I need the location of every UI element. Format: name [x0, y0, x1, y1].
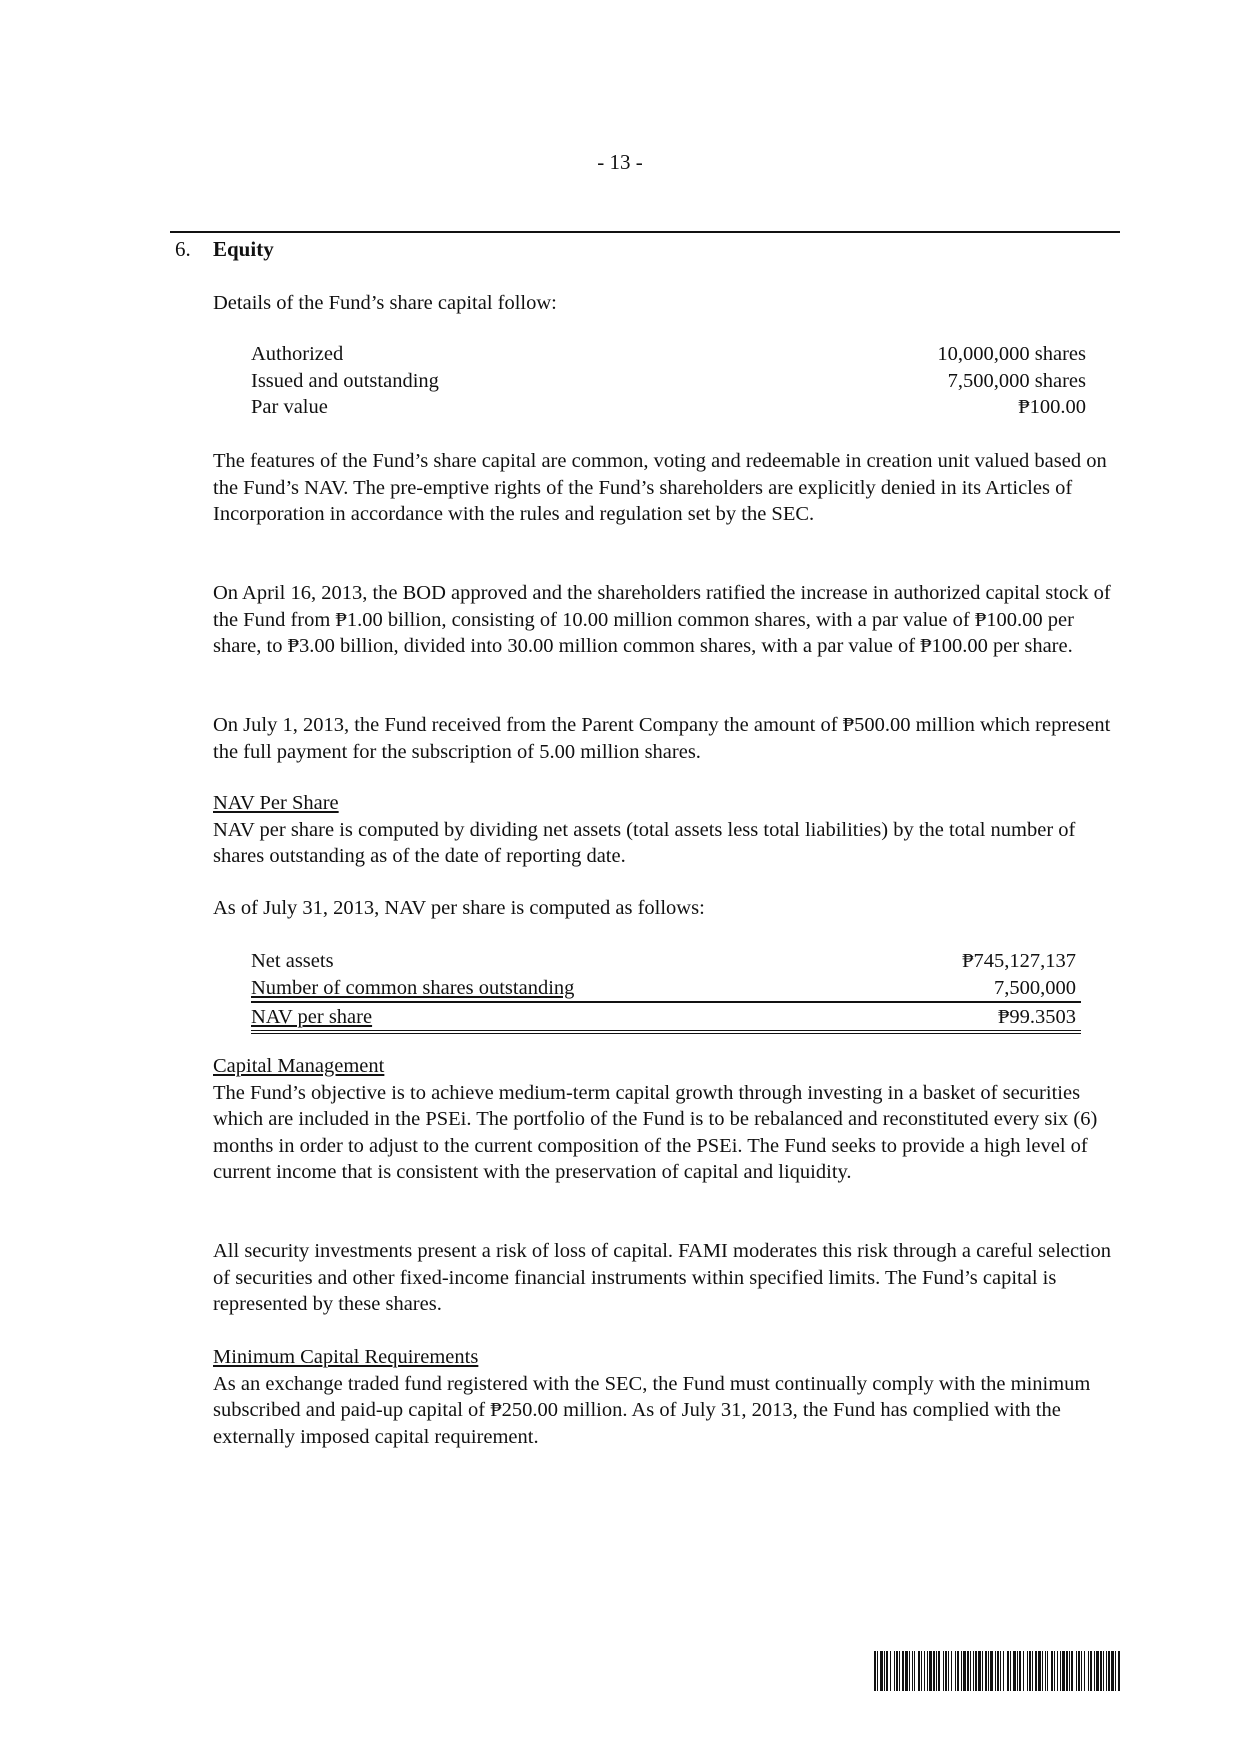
- nav-label: Number of common shares outstanding: [251, 974, 858, 1002]
- nav-label: Net assets: [251, 950, 334, 972]
- nav-section: [213, 790, 1123, 870]
- share-capital-row-par-value: [251, 396, 1086, 419]
- nav-heading: NAV Per Share: [213, 792, 339, 814]
- nav-intro: As of July 31, 2013, NAV per share is computed as follows:: [213, 897, 705, 919]
- capital-management-text: The Fund’s objective is to achieve medium-term capital growth through investing in a basket of securities which are included in the PSEi. The portfolio of the Fund is to be rebalanced and reconstituted every six (6) months in order to adjust to the current composition of the PSEi. The Fund seeks to provide a high level of current income that is consistent with the preservation of capital and liquidity.: [213, 1081, 1098, 1183]
- nav-row-shares-outstanding: [251, 974, 1081, 1002]
- share-capital-value: 10,000,000 shares: [937, 343, 1086, 365]
- minimum-capital-text: As an exchange traded fund registered with the SEC, the Fund must continually comply with the minimum subscribed and paid-up capital of ₱250.00 million. As of July 31, 2013, the Fund has complied with the externally imposed capital requirement.: [213, 1372, 1091, 1448]
- minimum-capital-section: [213, 1344, 1123, 1450]
- capital-risk-paragraph: All security investments present a risk of loss of capital. FAMI moderates this risk through a careful selection of securities and other fixed-income financial instruments within specified limits. The Fund’s capital is represented by these shares.: [213, 1240, 1111, 1315]
- minimum-capital-heading: Minimum Capital Requirements: [213, 1346, 479, 1368]
- section-heading: [175, 237, 274, 262]
- nav-value: ₱745,127,137: [962, 950, 1076, 972]
- barcode: [874, 1651, 1120, 1691]
- april-paragraph: On April 16, 2013, the BOD approved and the shareholders ratified the increase in authorized capital stock of the Fund from ₱1.00 billion, consisting of 10.00 million common shares, with a par value of ₱100.00 per share, to ₱3.00 billion, divided into 30.00 million common shares, with a par value of ₱100.00 per share.: [213, 582, 1111, 657]
- nav-value: 7,500,000: [858, 974, 1081, 1002]
- capital-management-section: [213, 1053, 1123, 1186]
- share-capital-label: Issued and outstanding: [251, 370, 439, 392]
- capital-management-heading: Capital Management: [213, 1055, 385, 1077]
- nav-value: ₱99.3503: [858, 1002, 1081, 1032]
- share-capital-row-issued: [251, 370, 1086, 393]
- header-rule: [170, 231, 1120, 233]
- nav-row-net-assets: [251, 947, 1081, 974]
- share-capital-value: 7,500,000 shares: [947, 370, 1086, 392]
- july-paragraph: On July 1, 2013, the Fund received from the Parent Company the amount of ₱500.00 million which represent the full payment for the subscription of 5.00 million shares.: [213, 714, 1111, 763]
- section-title: Equity: [213, 237, 274, 261]
- nav-row-nav-per-share: [251, 1002, 1081, 1032]
- share-capital-label: Authorized: [251, 343, 344, 365]
- share-capital-row-authorized: [251, 343, 1086, 366]
- features-paragraph: The features of the Fund’s share capital are common, voting and redeemable in creation unit valued based on the Fund’s NAV. The pre-emptive rights of the Fund’s shareholders are explicitly denied in its Articles of Incorporation in accordance with the rules and regulation set by the SEC.: [213, 450, 1107, 525]
- nav-label: NAV per share: [251, 1002, 858, 1032]
- share-capital-label: Par value: [251, 396, 328, 418]
- page-number: - 13 -: [597, 150, 643, 174]
- nav-table: [251, 947, 1081, 1034]
- section-number: 6.: [175, 237, 191, 261]
- share-capital-value: ₱100.00: [1018, 396, 1086, 418]
- share-capital-intro: Details of the Fund’s share capital follow:: [213, 292, 557, 314]
- nav-text: NAV per share is computed by dividing net assets (total assets less total liabilities) by the total number of shares outstanding as of the date of reporting date.: [213, 818, 1076, 867]
